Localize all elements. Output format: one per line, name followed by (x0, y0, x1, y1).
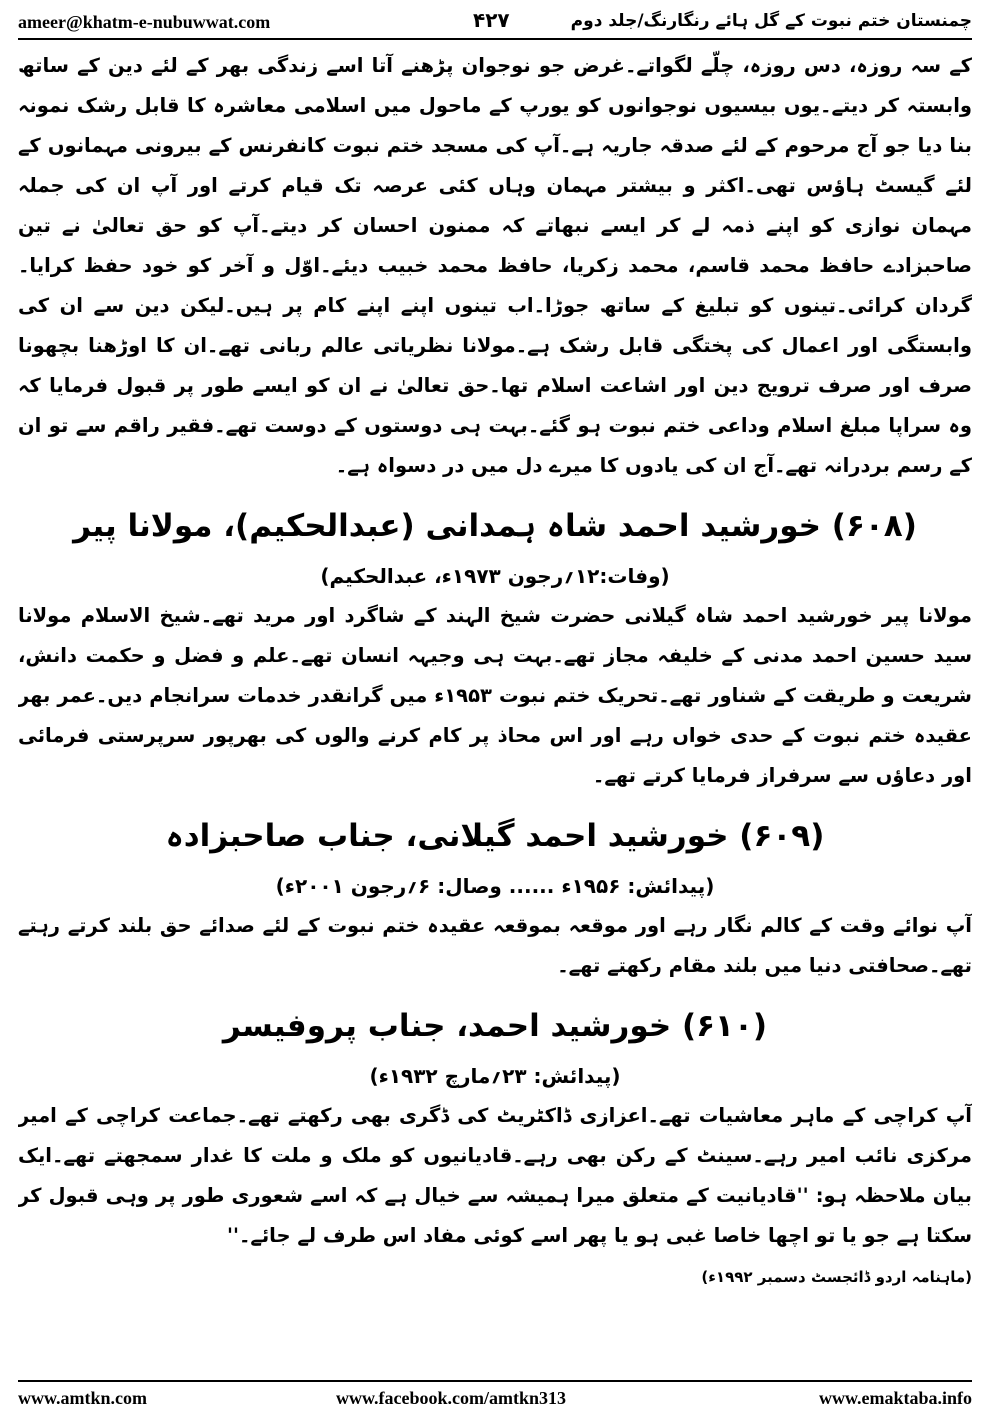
page-header (18, 8, 972, 40)
section-609-dates: (پیدائش: ۱۹۵۶ء ...... وصال: ۶؍رجون ۲۰۰۱ء) (275, 874, 715, 898)
header-email[interactable]: ameer@khatm-e-nubuwwat.com (18, 12, 271, 32)
footer-link-facebook[interactable]: www.facebook.com/amtkn313 (336, 1388, 566, 1408)
section-610-text: آپ کراچی کے ماہر معاشیات تھے۔اعزازی ڈاکٹریٹ کی ڈگری بھی رکھتے تھے۔جماعت کراچی کے امیر مرکزی نائب امیر رہے۔سینٹ کے رکن بھی رہے۔قادیانیوں کو ملک و ملت کا غدار سمجھتے تھے۔ایک بیان ملاحظہ ہو: ''قادیانیت کے متعلق میرا ہمیشہ سے خیال ہے کہ اسے شعوری طور پر وہی قبول کر سکتا ہے جو یا تو اچھا خاصا غبی ہو یا پھر اسے کوئی مفاد اس طرف لے جائے۔'' (18, 1104, 972, 1247)
section-610-source: (ماہنامہ اردو ڈائجسٹ دسمبر ۱۹۹۲ء) (701, 1268, 972, 1286)
page-footer (18, 1380, 972, 1412)
intro-paragraph: کے سہ روزہ، دس روزہ، چلّے لگواتے۔غرض جو نوجوان پڑھنے آتا اسے زندگی بھر کے لئے دین کے ساتھ وابستہ کر دیتے۔یوں بیسیوں نوجوانوں کو یورپ کے ماحول میں اسلامی معاشرہ کا قابل رشک نمونہ بنا دیا جو آج مرحوم کے لئے صدقہ جاریہ ہے۔آپ کی مسجد ختم نبوت کانفرنس کے بیرونی مہمانوں کے لئے گیسٹ ہاؤس تھی۔اکثر و بیشتر مہمان وہاں کئی عرصہ تک قیام کرتے اور آپ ان کی جملہ مہمان نوازی کو اپنے ذمہ لے کر ایسے نبھاتے کہ ممنون احسان کر دیتے۔آپ کو حق تعالیٰ نے تین صاحبزادے حافظ محمد قاسم، محمد زکریا، حافظ محمد خبیب دیئے۔اوّل و آخر کو خود حفظ کرایا۔گردان کرائی۔تینوں کو تبلیغ کے ساتھ جوڑا۔اب تینوں اپنے اپنے کام پر ہیں۔لیکن دین سے ان کی وابستگی اور اعمال کی پختگی قابل رشک ہے۔مولانا نظریاتی عالم ربانی تھے۔ان کا اوڑھنا بچھونا صرف اور صرف ترویج دین اور اشاعت اسلام تھا۔حق تعالیٰ نے ان کو ایسے طور پر قبول فرمایا کہ وہ سراپا مبلغ اسلام وداعی ختم نبوت ہو گئے۔بہت ہی دوستوں کے دوست تھے۔فقیر راقم سے تو ان کے رسم بردرانہ تھے۔آج ان کی یادوں کا میرے دل میں در دسواہ ہے۔ (18, 54, 972, 477)
section-610-heading: (۶۱۰) خورشید احمد، جناب پروفیسر (222, 1008, 768, 1044)
footer-link-amtkn[interactable]: www.amtkn.com (18, 1388, 147, 1408)
section-609-heading: (۶۰۹) خورشید احمد گیلانی، جناب صاحبزادہ (165, 818, 825, 854)
book-title: چمنستان ختم نبوت کے گل ہائے رنگارنگ/جلد دوم (570, 11, 972, 31)
section-608-text: مولانا پیر خورشید احمد شاہ گیلانی حضرت شیخ الہند کے شاگرد اور مرید تھے۔شیخ الاسلام مولانا سید حسین احمد مدنی کے خلیفہ مجاز تھے۔بہت ہی وجیہہ انسان تھے۔علم و فضل و حکمت دانش، شریعت و طریقت کے شناور تھے۔تحریک ختم نبوت ۱۹۵۳ء میں گرانقدر خدمات سرانجام دیں۔عمر بھر عقیدہ ختم نبوت کے حدی خواں رہے اور اس محاذ پر کام کرنے والوں کی بھرپور سرپرستی فرمائی اور دعاؤں سے سرفراز فرمایا کرتے تھے۔ (18, 604, 972, 787)
section-608-dates: (وفات:۱۲؍رجون ۱۹۷۳ء، عبدالحکیم) (320, 564, 670, 588)
section-610-dates: (پیدائش: ۲۳؍مارچ ۱۹۳۲ء) (369, 1064, 621, 1088)
footer-link-emaktaba[interactable]: www.emaktaba.info (818, 1388, 972, 1408)
page-number: ۴۲۷ (473, 8, 510, 32)
page-body (18, 46, 972, 1372)
section-608-heading: (۶۰۸) خورشید احمد شاہ ہمدانی (عبدالحکیم)، مولانا پیر (73, 508, 917, 544)
section-609-text: آپ نوائے وقت کے کالم نگار رہے اور موقعہ بموقعہ عقیدہ ختم نبوت کے لئے صدائے حق بلند کرتے رہتے تھے۔صحافتی دنیا میں بلند مقام رکھتے تھے۔ (18, 914, 972, 977)
